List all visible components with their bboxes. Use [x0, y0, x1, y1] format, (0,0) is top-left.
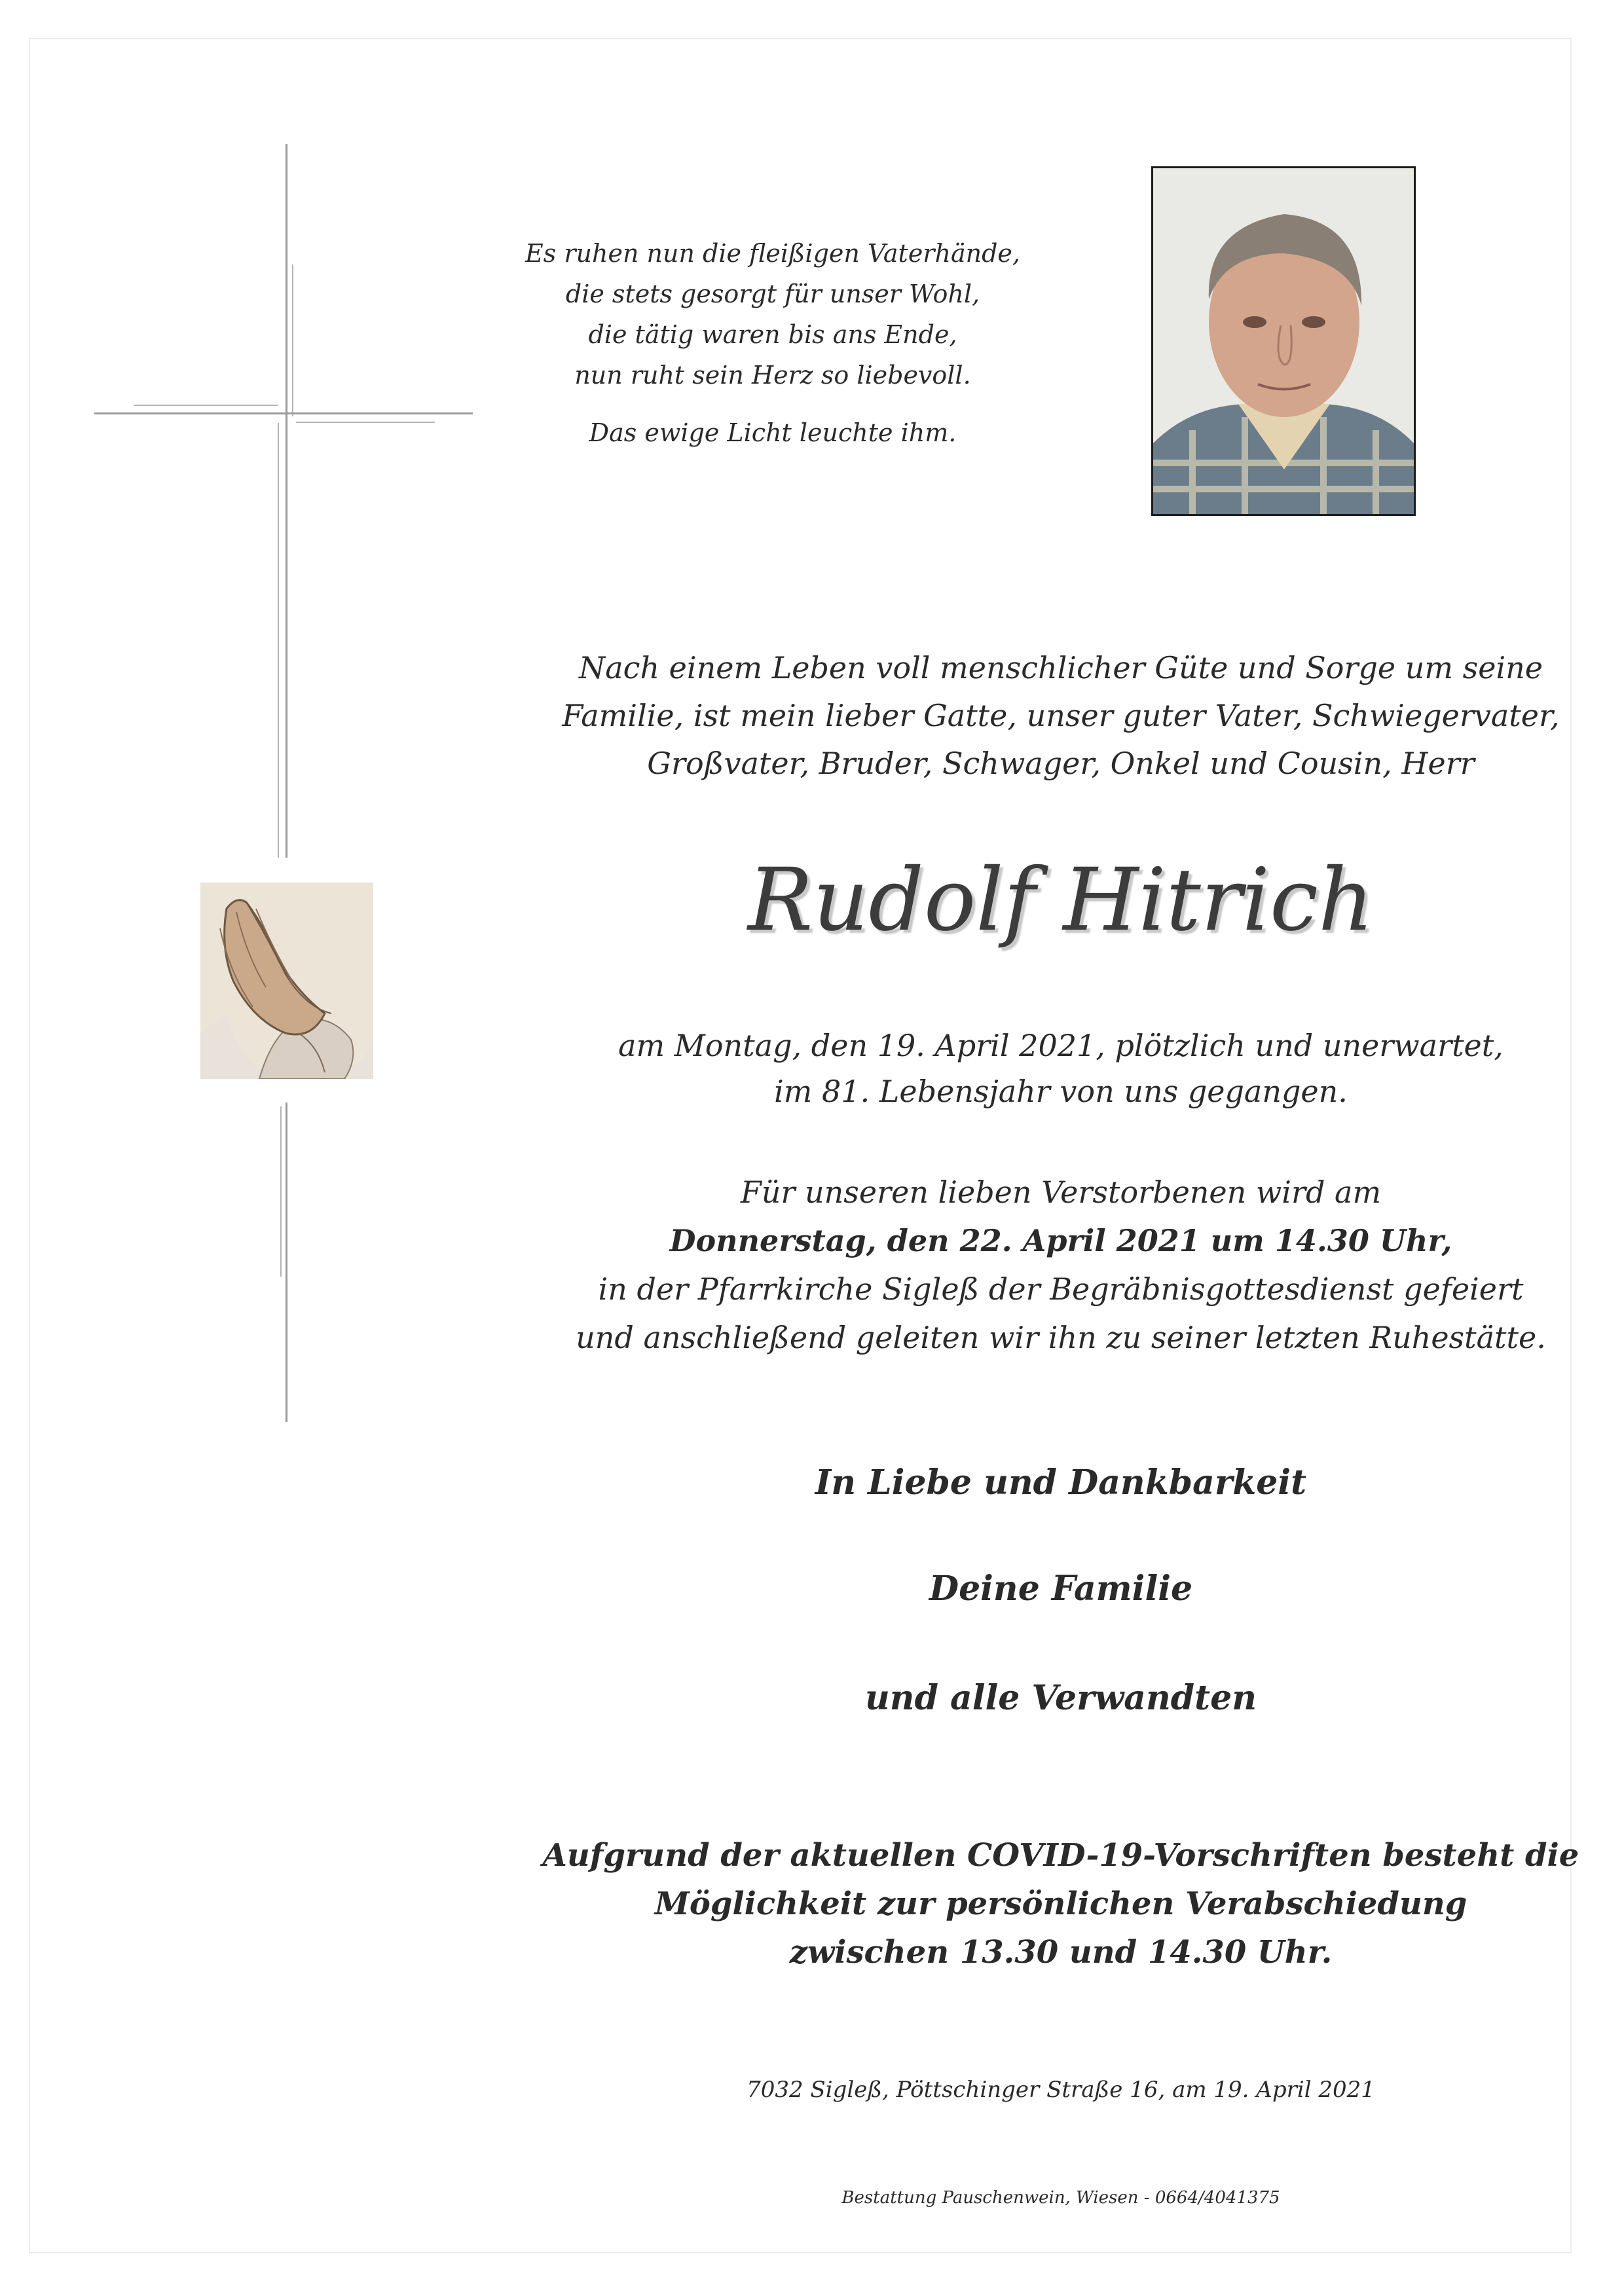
address-date: 7032 Sigleß, Pöttschinger Straße 16, am 19. April 2021 [747, 2077, 1375, 2103]
poem-line: Es ruhen nun die fleißigen Vaterhände, [525, 239, 1020, 268]
memorial-poem [458, 233, 1087, 453]
passing-notice [471, 1023, 1624, 1114]
funeral-date: Donnerstag, den 22. April 2021 um 14.30 Uhr, [669, 1223, 1452, 1258]
undertaker-contact: Bestattung Pauschenwein, Wiesen - 0664/4041375 [841, 2188, 1280, 2208]
praying-hands-icon [200, 883, 373, 1079]
poem-blessing: Das ewige Licht leuchte ihm. [589, 418, 957, 447]
covid-notice [471, 1831, 1624, 1977]
intro-line: Nach einem Leben voll menschlicher Güte und Sorge um seine [579, 650, 1543, 685]
intro-paragraph [471, 644, 1624, 788]
funeral-line: in der Pfarrkirche Sigleß der Begräbnisgottesdienst gefeiert [598, 1271, 1524, 1307]
deceased-name: Rudolf Hitrich [747, 850, 1375, 951]
poem-line: nun ruht sein Herz so liebevoll. [574, 361, 971, 390]
covid-line: Aufgrund der aktuellen COVID-19-Vorschriften besteht die [542, 1837, 1579, 1874]
signoff-gratitude: In Liebe und Dankbarkeit [815, 1463, 1307, 1503]
passing-line: am Montag, den 19. April 2021, plötzlich und unerwartet, [618, 1028, 1504, 1063]
covid-line: Möglichkeit zur persönlichen Verabschiedung [654, 1886, 1467, 1922]
poem-line: die tätig waren bis ans Ende, [588, 320, 957, 349]
funeral-line: Für unseren lieben Verstorbenen wird am [740, 1175, 1382, 1210]
poem-line: die stets gesorgt für unser Wohl, [565, 280, 980, 308]
intro-line: Familie, ist mein lieber Gatte, unser guter Vater, Schwiegervater, [562, 698, 1560, 733]
funeral-line: und anschließend geleiten wir ihn zu seiner letzten Ruhestätte. [576, 1320, 1546, 1355]
funeral-notice [471, 1168, 1624, 1362]
passing-line: im 81. Lebensjahr von uns gegangen. [774, 1074, 1348, 1109]
intro-line: Großvater, Bruder, Schwager, Onkel und Cousin, Herr [647, 746, 1475, 781]
covid-line: zwischen 13.30 und 14.30 Uhr. [789, 1934, 1333, 1971]
signoff-family: Deine Familie [929, 1569, 1193, 1609]
portrait-photo [1151, 166, 1416, 516]
signoff-relatives: und alle Verwandten [864, 1678, 1257, 1718]
